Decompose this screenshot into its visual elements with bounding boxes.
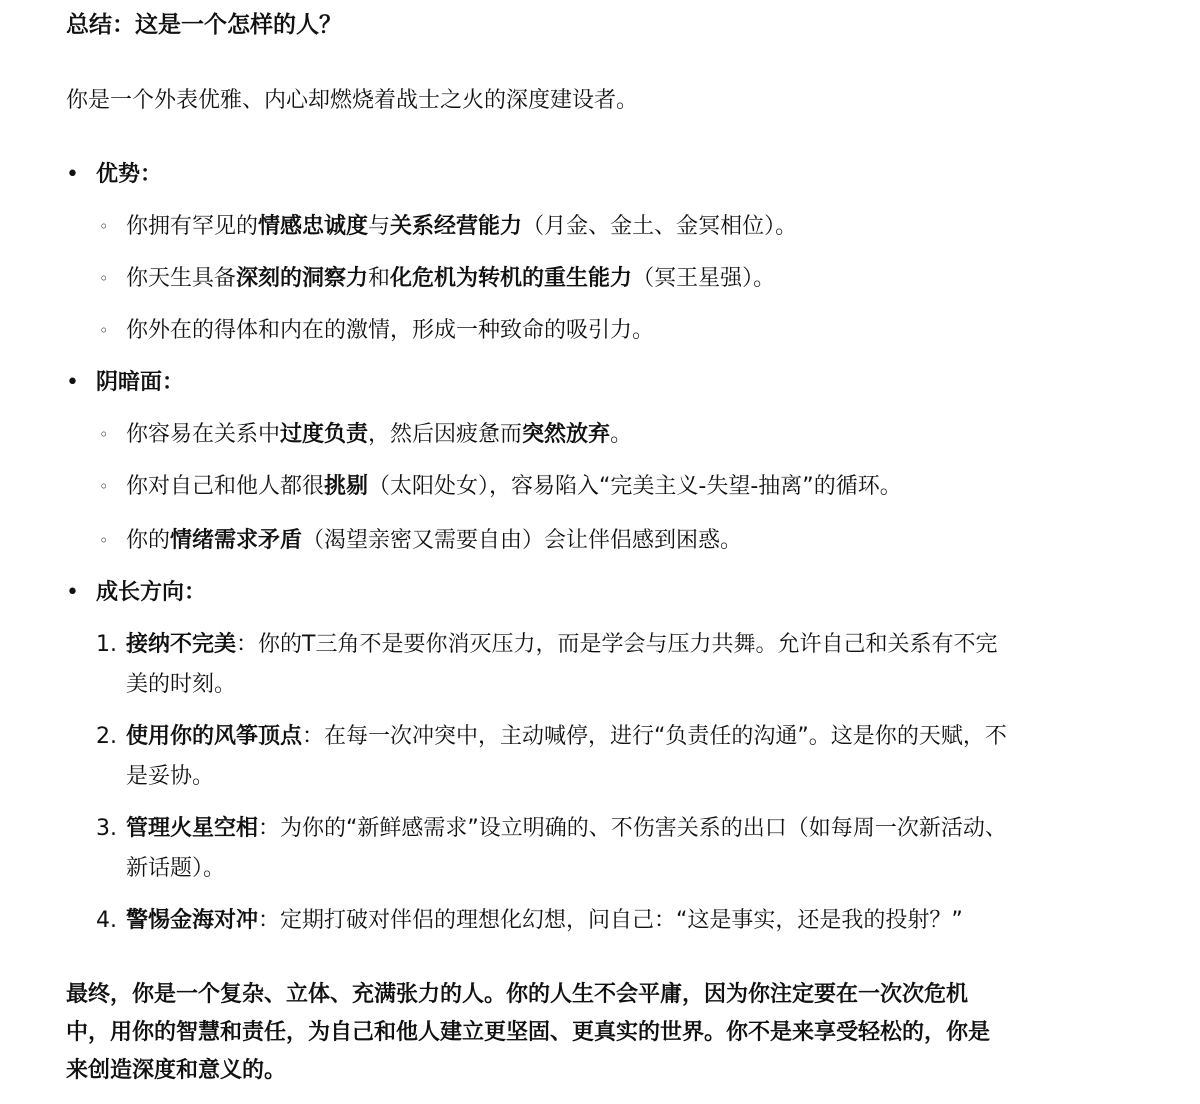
list-item: 你的情绪需求矛盾（渴望亲密又需要自由）会让伴侣感到困惑。 bbox=[126, 528, 743, 553]
list-item: 你外在的得体和内在的激情，形成一种致命的吸引力。 bbox=[126, 318, 655, 343]
list-number: 2. bbox=[96, 724, 117, 749]
sub-bullet-circle: ◦ bbox=[99, 425, 109, 444]
conclusion-line: 中，用你的智慧和责任，为自己和他人建立更坚固、更真实的世界。你不是来享受轻松的，你是 bbox=[66, 1020, 991, 1045]
sub-bullet-circle: ◦ bbox=[99, 217, 109, 236]
sub-bullet-circle: ◦ bbox=[99, 269, 109, 288]
list-number: 3. bbox=[96, 816, 117, 841]
intro-paragraph: 你是一个外表优雅、内心却燃烧着战士之火的深度建设者。 bbox=[66, 88, 639, 113]
sub-bullet-circle: ◦ bbox=[99, 321, 109, 340]
section-label-dark-side: 阴暗面： bbox=[96, 370, 185, 395]
sub-bullet-circle: ◦ bbox=[99, 477, 109, 496]
numbered-item-continuation: 是妥协。 bbox=[126, 764, 215, 789]
numbered-item-continuation: 美的时刻。 bbox=[126, 672, 237, 697]
bullet-dot: • bbox=[66, 580, 79, 605]
list-item: 你对自己和他人都很挑剔（太阳处女），容易陷入“完美主义-失望-抽离”的循环。 bbox=[126, 474, 902, 499]
list-item: 你容易在关系中过度负责，然后因疲惫而突然放弃。 bbox=[126, 422, 633, 447]
section-label-strengths: 优势： bbox=[96, 162, 163, 187]
numbered-item-line: 接纳不完美：你的T三角不是要你消灭压力，而是学会与压力共舞。允许自己和关系有不完 bbox=[126, 632, 998, 657]
list-item: 你天生具备深刻的洞察力和化危机为转机的重生能力（冥王星强）。 bbox=[126, 266, 776, 291]
sub-bullet-circle: ◦ bbox=[99, 531, 109, 550]
list-number: 1. bbox=[96, 632, 117, 657]
section-label-growth: 成长方向： bbox=[96, 580, 207, 605]
bullet-dot: • bbox=[66, 370, 79, 395]
numbered-item-line: 使用你的风筝顶点：在每一次冲突中，主动喊停，进行“负责任的沟通”。这是你的天赋，不 bbox=[126, 724, 1007, 749]
list-number: 4. bbox=[96, 908, 117, 933]
conclusion-line: 最终，你是一个复杂、立体、充满张力的人。你的人生不会平庸，因为你注定要在一次次危机 bbox=[66, 982, 969, 1007]
list-item: 你拥有罕见的情感忠诚度与关系经营能力（月金、金土、金冥相位）。 bbox=[126, 214, 798, 239]
bullet-dot: • bbox=[66, 162, 79, 187]
page-title: 总结：这是一个怎样的人？ bbox=[66, 12, 342, 38]
conclusion-line: 来创造深度和意义的。 bbox=[66, 1058, 287, 1083]
numbered-item-line: 警惕金海对冲：定期打破对伴侣的理想化幻想，问自己：“这是事实，还是我的投射？” bbox=[126, 908, 963, 933]
numbered-item-continuation: 新话题）。 bbox=[126, 856, 226, 881]
numbered-item-line: 管理火星空相：为你的“新鲜感需求”设立明确的、不伤害关系的出口（如每周一次新活动、 bbox=[126, 816, 1007, 841]
